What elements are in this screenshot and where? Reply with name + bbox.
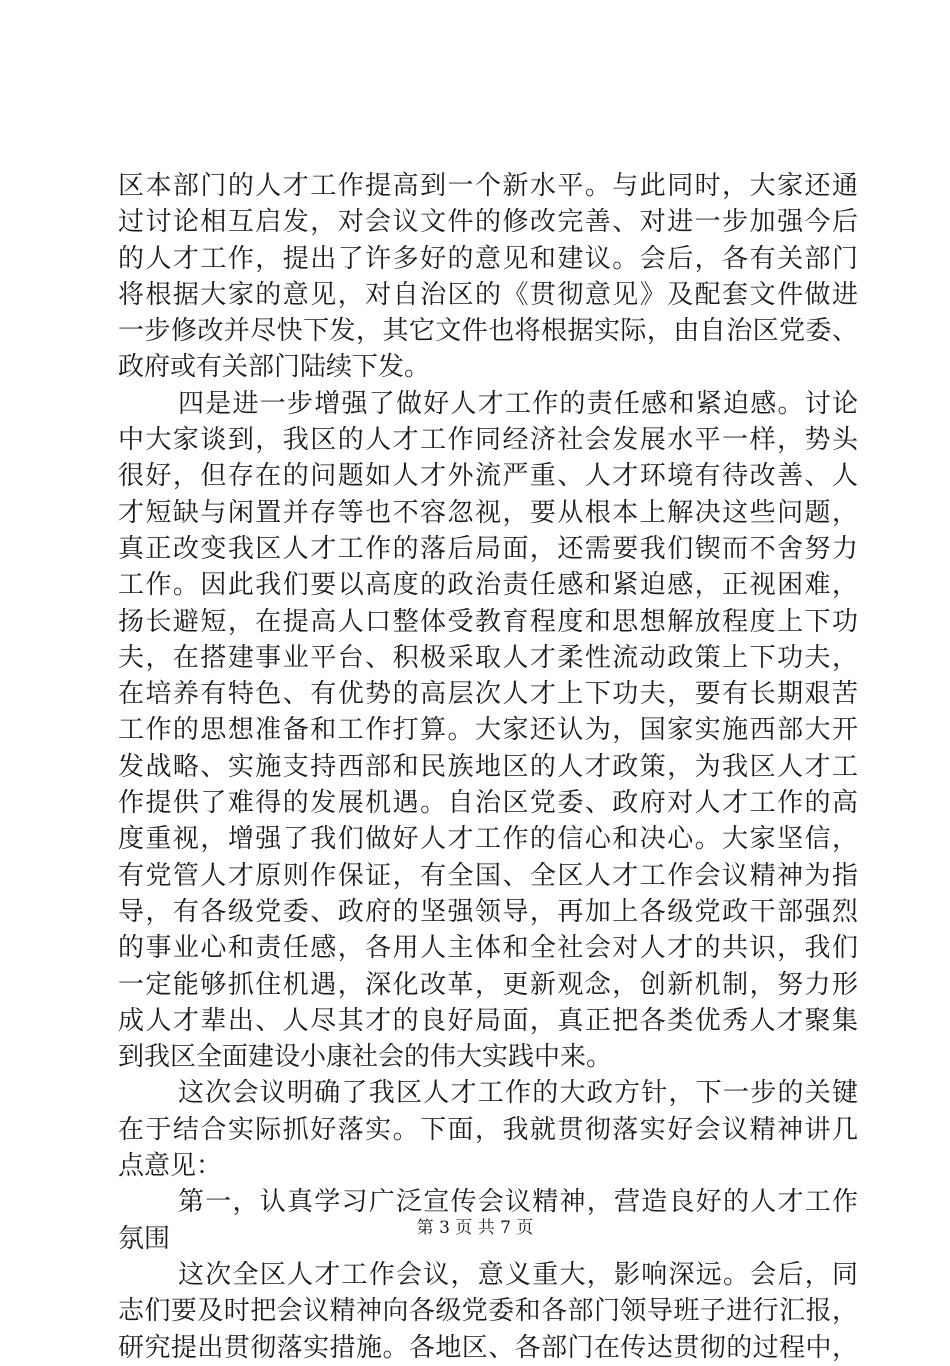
text-line: 这次会议明确了我区人才工作的大政方针，下一步的关键 bbox=[178, 1078, 858, 1109]
text-line: 度重视，增强了我们做好人才工作的信心和决心。大家坚信， bbox=[118, 824, 858, 855]
text-line: 真正改变我区人才工作的落后局面，还需要我们锲而不舍努力 bbox=[118, 533, 858, 564]
text-line: 志们要及时把会议精神向各级党委和各部门领导班子进行汇报， bbox=[118, 1296, 858, 1327]
text-line: 政府或有关部门陆续下发。 bbox=[118, 352, 431, 383]
section-heading-line: 第一，认真学习广泛宣传会议精神，营造良好的人才工作 bbox=[178, 1187, 858, 1218]
page-number-footer: 第 3 页 共 7 页 bbox=[416, 1218, 534, 1238]
text-line: 将根据大家的意见，对自治区的《贯彻意见》及配套文件做进 bbox=[118, 279, 858, 310]
text-line: 一步修改并尽快下发，其它文件也将根据实际，由自治区党委、 bbox=[118, 316, 858, 347]
text-line: 夫，在搭建事业平台、积极采取人才柔性流动政策上下功夫， bbox=[118, 642, 858, 673]
text-line: 到我区全面建设小康社会的伟大实践中来。 bbox=[118, 1042, 613, 1073]
text-line: 四是进一步增强了做好人才工作的责任感和紧迫感。讨论 bbox=[178, 388, 858, 419]
text-line: 很好，但存在的问题如人才外流严重、人才环境有待改善、人 bbox=[118, 461, 858, 492]
text-line: 作提供了难得的发展机遇。自治区党委、政府对人才工作的高 bbox=[118, 788, 858, 819]
document-body bbox=[118, 168, 858, 1366]
text-line: 研究提出贯彻落实措施。各地区、各部门在传达贯彻的过程中， bbox=[118, 1332, 858, 1363]
text-line: 在培养有特色、有优势的高层次人才上下功夫，要有长期艰苦 bbox=[118, 679, 858, 710]
text-line: 的人才工作，提出了许多好的意见和建议。会后，各有关部门 bbox=[118, 243, 858, 274]
text-line: 有党管人才原则作保证，有全国、全区人才工作会议精神为指 bbox=[118, 860, 858, 891]
text-line: 在于结合实际抓好落实。下面，我就贯彻落实好会议精神讲几 bbox=[118, 1114, 858, 1145]
text-line: 中大家谈到，我区的人才工作同经济社会发展水平一样，势头 bbox=[118, 425, 858, 456]
text-line: 过讨论相互启发，对会议文件的修改完善、对进一步加强今后 bbox=[118, 207, 858, 238]
text-line: 才短缺与闲置并存等也不容忽视，要从根本上解决这些问题， bbox=[118, 497, 858, 528]
text-line: 成人才辈出、人尽其才的良好局面，真正把各类优秀人才聚集 bbox=[118, 1005, 858, 1036]
text-line: 区本部门的人才工作提高到一个新水平。与此同时，大家还通 bbox=[118, 171, 858, 201]
text-line: 扬长避短，在提高人口整体受教育程度和思想解放程度上下功 bbox=[118, 606, 858, 637]
text-line: 点意见： bbox=[118, 1151, 223, 1182]
text-line: 发战略、实施支持西部和民族地区的人才政策，为我区人才工 bbox=[118, 751, 858, 782]
text-line: 这次全区人才工作会议，意义重大，影响深远。会后，同 bbox=[178, 1259, 858, 1290]
text-line: 工作。因此我们要以高度的政治责任感和紧迫感，正视困难， bbox=[118, 570, 858, 601]
text-line: 工作的思想准备和工作打算。大家还认为，国家实施西部大开 bbox=[118, 715, 858, 746]
text-line: 导，有各级党委、政府的坚强领导，再加上各级党政干部强烈 bbox=[118, 896, 858, 927]
text-line: 一定能够抓住机遇，深化改革，更新观念，创新机制，努力形 bbox=[118, 969, 858, 1000]
text-line: 的事业心和责任感，各用人主体和全社会对人才的共识，我们 bbox=[118, 933, 858, 964]
section-heading-line: 氛围 bbox=[118, 1223, 171, 1254]
